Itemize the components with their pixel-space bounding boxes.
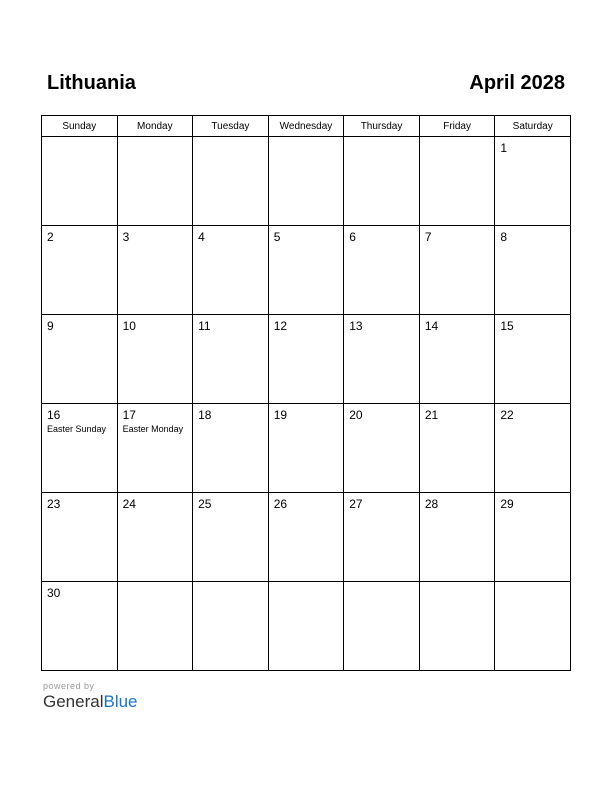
day-number: 11	[198, 319, 211, 333]
day-cell	[268, 493, 344, 582]
day-cell	[495, 582, 571, 671]
day-cell	[495, 493, 571, 582]
day-cell	[419, 582, 495, 671]
day-cell	[495, 315, 571, 404]
day-cell	[419, 493, 495, 582]
day-number: 2	[47, 230, 54, 244]
day-cell	[268, 404, 344, 493]
day-cell	[42, 493, 118, 582]
day-cell	[42, 226, 118, 315]
weekday-sunday: Sunday	[42, 116, 118, 137]
day-number: 4	[198, 230, 205, 244]
weekday-friday: Friday	[419, 116, 495, 137]
week-row	[42, 315, 571, 404]
week-row	[42, 404, 571, 493]
powered-by-text: powered by	[43, 681, 95, 691]
day-number: 23	[47, 497, 61, 511]
calendar-body	[42, 137, 571, 671]
day-cell	[117, 315, 193, 404]
day-cell	[117, 226, 193, 315]
day-number: 28	[424, 497, 439, 511]
calendar-grid	[41, 115, 571, 671]
holiday-label: Easter Sunday	[47, 424, 107, 434]
day-cell	[495, 137, 571, 226]
week-row	[42, 582, 571, 671]
day-cell	[193, 493, 269, 582]
day-number: 19	[273, 408, 288, 422]
holiday-label: Easter Monday	[122, 424, 184, 434]
day-cell	[344, 315, 420, 404]
day-number: 6	[349, 230, 356, 244]
day-number: 13	[349, 319, 363, 333]
day-number: 16	[47, 408, 61, 422]
weekday-saturday: Saturday	[495, 116, 571, 137]
day-number: 14	[424, 319, 439, 333]
day-number: 24	[122, 497, 136, 511]
day-cell	[193, 582, 269, 671]
day-cell	[419, 226, 495, 315]
day-number: 27	[349, 497, 363, 511]
country-title: Lithuania	[47, 72, 136, 94]
week-row	[42, 137, 571, 226]
week-row	[42, 493, 571, 582]
day-cell	[117, 137, 193, 226]
day-number: 25	[198, 497, 212, 511]
day-cell	[193, 315, 269, 404]
day-cell	[193, 404, 269, 493]
brand-general-text: General	[43, 692, 104, 711]
day-cell	[419, 315, 495, 404]
day-cell	[42, 582, 118, 671]
day-number: 26	[273, 497, 288, 511]
day-number: 20	[349, 408, 363, 422]
month-year-title: April 2028	[469, 72, 565, 94]
day-cell	[117, 582, 193, 671]
day-cell	[419, 404, 495, 493]
day-number: 21	[424, 408, 439, 422]
day-cell	[42, 315, 118, 404]
day-cell	[117, 493, 193, 582]
day-number: 30	[47, 586, 61, 600]
day-cell	[42, 404, 118, 493]
day-number: 9	[47, 319, 54, 333]
day-cell	[344, 582, 420, 671]
day-number: 1	[500, 141, 508, 155]
day-number: 5	[273, 230, 281, 244]
brand-logo	[43, 692, 138, 712]
day-number: 22	[500, 408, 514, 422]
day-number: 8	[500, 230, 508, 244]
day-cell	[193, 226, 269, 315]
day-number: 10	[122, 319, 136, 333]
day-number: 3	[122, 230, 130, 244]
weekday-monday: Monday	[117, 116, 193, 137]
day-cell	[42, 137, 118, 226]
day-cell	[344, 404, 420, 493]
day-number: 12	[273, 319, 288, 333]
day-cell	[495, 226, 571, 315]
day-cell	[344, 493, 420, 582]
day-cell	[268, 315, 344, 404]
day-number: 29	[500, 497, 514, 511]
day-number: 7	[424, 230, 432, 244]
day-cell	[344, 226, 420, 315]
brand-blue-text: Blue	[103, 692, 138, 711]
day-number: 15	[500, 319, 514, 333]
footer-branding	[43, 681, 138, 712]
day-number: 17	[122, 408, 136, 422]
day-cell	[268, 137, 344, 226]
day-cell	[268, 582, 344, 671]
day-cell	[268, 226, 344, 315]
weekday-tuesday: Tuesday	[193, 116, 269, 137]
day-number: 18	[198, 408, 212, 422]
week-row	[42, 226, 571, 315]
day-cell	[344, 137, 420, 226]
day-cell	[495, 404, 571, 493]
weekday-wednesday: Wednesday	[268, 116, 344, 137]
day-cell	[117, 404, 193, 493]
day-cell	[419, 137, 495, 226]
weekday-thursday: Thursday	[344, 116, 420, 137]
day-cell	[193, 137, 269, 226]
weekday-header-row	[42, 116, 571, 137]
